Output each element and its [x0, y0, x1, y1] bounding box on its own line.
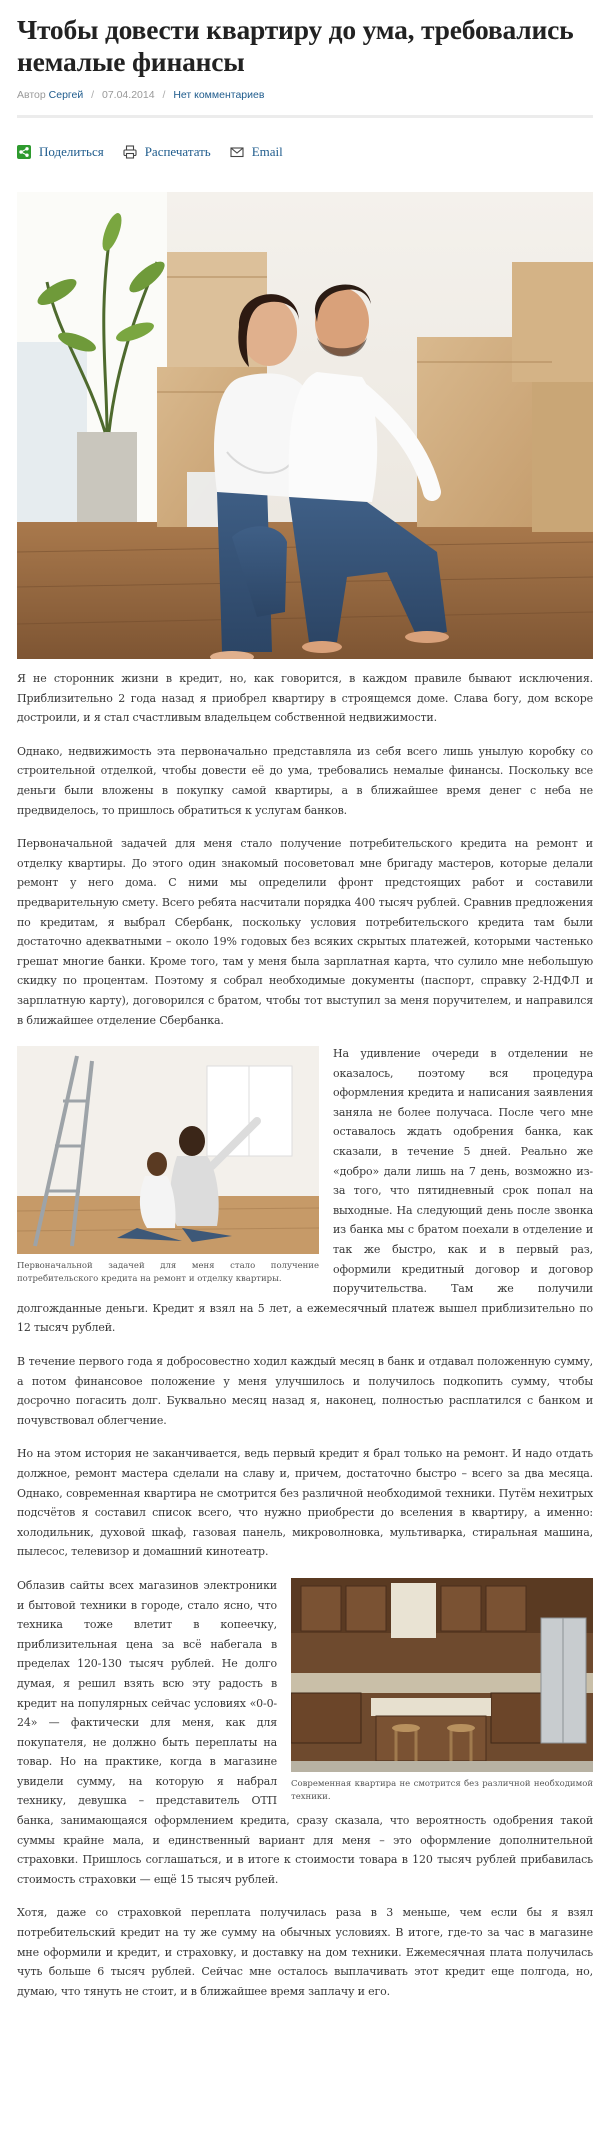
- section-with-left-figure: [17, 1044, 593, 1338]
- article-paragraph: Облазив сайты всех магазинов электроники и бытовой техники в городе, стало ясно, что техника тоже влетит в копеечку, приблизительная цена за всё набегала в пределах 120-130 тысяч рублей. Не долго думая, я решил взять всю эту радость в кредит на популярных сейчас условиях «0-0-24» — фактически для меня, как для покупателя, не должно быть переплаты на товар. Но на практике, когда в магазине увидели сумму, на которую я набрал технику, девушка – представитель ОТП банка, занимающаяся оформлением кредита, сразу сказала, что вероятность одобрения такой суммы крайне мала, и единственный вариант для меня – это оформление дополнительной страховки. Пришлось соглашаться, и в итоге к стоимости товара в 120 тысяч рублей прибавилась стоимость страховки — ещё 15 тысяч рублей.: [17, 1578, 593, 1886]
- comments-link[interactable]: Нет комментариев: [173, 89, 265, 101]
- article-paragraph: Но на этом история не заканчивается, ведь первый кредит я брал только на ремонт. И надо отдать должное, ремонт мастера сделали на славу и, причем, достаточно быстро – всего за два месяца. Однако, современная квартира не смотрится без различной необходимой техники. Путём нехитрых подсчётов я составил список всего, что нужно приобрести до вселения в квартиру, а именно: холодильник, духовой шкаф, газовая панель, микроволновка, мультиварка, стиральная машина, пылесос, телевизор и домашний кинотеатр.: [17, 1447, 593, 1559]
- article-paragraph: Я не сторонник жизни в кредит, но, как говорится, в каждом правиле бывают исключения. Приблизительно 2 года назад я приобрел квартиру в строящемся доме. Слава богу, дом вскоре достроили, и я стал счастливым владельцем собственной недвижимости.: [17, 672, 593, 725]
- article-title: Чтобы довести квартиру до ума, требовались немалые финансы: [17, 14, 574, 77]
- print-label: Распечатать: [144, 144, 211, 159]
- article-paragraph: На удивление очереди в отделении не оказалось, поэтому вся процедура оформления кредита и написания заявления заняла не более получаса. После чего мне оставалось ждать одобрения банка, как сказали, в течение 5 дней. Реально же «добро» дали лишь на 7 день, возможно из-за того, что пятидневный срок попал на выходные. На следующий день после звонка из банка мы с братом поехали в отделение и так же быстро, как и в первый раз, оформили кредитный договор и договор поручительства. Там же получили долгожданные деньги. Кредит я взял на 5 лет, а ежемесячный платеж вышел приблизительно по 12 тысяч рублей.: [17, 1047, 593, 1335]
- figure-caption: Первоначальной задачей для меня стало получение потребительского кредита на ремонт и отделку квартиры.: [17, 1261, 319, 1285]
- share-label: Поделиться: [39, 144, 104, 159]
- article-paragraph: Хотя, даже со страховкой переплата получилась раза в 3 меньше, чем если бы я взял потребительский кредит на ту же сумму на обычных условиях. В итоге, где-то за час в магазине мне оформили и кредит, и страховку, и доставку на дом техники. Ежемесячная плата получилась чуть больше 6 тысяч рублей. Сейчас мне осталось выплачивать этот кредит еще полгода, но, думаю, что тянуть не стоит, и в ближайшее время заплачу и его.: [17, 1906, 593, 1998]
- email-button[interactable]: [230, 144, 283, 160]
- author-link[interactable]: Сергей: [48, 89, 84, 101]
- figure-left: [17, 1046, 319, 1286]
- article: [17, 0, 593, 2001]
- article-meta: [17, 89, 593, 118]
- email-label: Email: [251, 144, 283, 159]
- article-paragraph: В течение первого года я добросовестно ходил каждый месяц в банк и отдавал положенную сумму, а потом финансовое положение у меня улучшилось и получилось подкопить сумму, чтобы досрочно погасить долг. Буквально месяц назад я, наконец, полностью расплатился с банком и почувствовал облегчение.: [17, 1355, 593, 1427]
- meta-separator: /: [162, 89, 166, 101]
- hero-image: [17, 192, 593, 659]
- share-button[interactable]: [17, 144, 104, 160]
- printer-icon: [123, 145, 137, 159]
- article-paragraph: Первоначальной задачей для меня стало получение потребительского кредита на ремонт и отделку квартиры. До этого один знакомый посоветовал мне бригаду мастеров, которые делали ремонт у него дома. С ними мы определили фронт предстоящих работ и составили предварительную смету. Всего ребята насчитали порядка 400 тысяч рублей. Сравнив предложения по кредитам, я выбрал Сбербанк, поскольку условия потребительского кредита там были достаточно адекватными – около 19% годовых без всяких скрытых платежей, которыми частенько грешат многие банки. Кроме того, там у меня была зарплатная карта, что сулило мне небольшую скидку по процентам. Поэтому я собрал необходимые документы (паспорт, справку 2-НДФЛ и зарплатную карту), договорился с братом, чтобы тот выступил за меня поручителем, и направился в ближайшее отделение Сбербанка.: [17, 837, 593, 1027]
- print-button[interactable]: [123, 144, 211, 160]
- envelope-icon: [230, 145, 244, 159]
- post-date: 07.04.2014: [102, 89, 155, 101]
- figure-image-renovation: [17, 1046, 319, 1254]
- figure-right: [291, 1578, 593, 1804]
- figure-image-kitchen: [291, 1578, 593, 1772]
- share-bar: [17, 144, 593, 160]
- article-paragraph: Однако, недвижимость эта первоначально представляла из себя всего лишь унылую коробку со строительной отделкой, чтобы довести её до ума, требовались немалые финансы. Поскольку все деньги были вложены в покупку самой квартиры, а в ближайшее время денег с неба не предвиделось, то пришлось обратиться к услугам банков.: [17, 744, 593, 817]
- section-with-right-figure: [17, 1576, 593, 1890]
- meta-separator: /: [91, 89, 95, 101]
- author-prefix: Автор: [17, 89, 46, 101]
- share-icon: [17, 145, 31, 159]
- figure-caption: Современная квартира не смотрится без различной необходимой техники.: [291, 1778, 593, 1802]
